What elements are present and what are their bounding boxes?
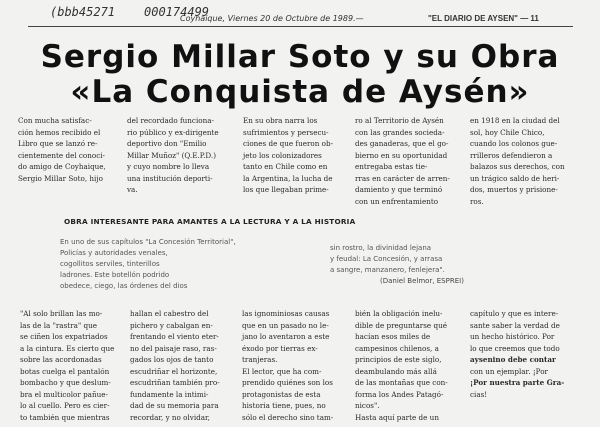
line: Sergio Millar Soto, hijo <box>18 173 103 183</box>
line: jeto los colonizadores <box>243 150 322 160</box>
line: cientemente del conoci- <box>18 150 105 160</box>
line: los que llegaban prime- <box>243 185 329 194</box>
line: cias! <box>470 389 488 399</box>
article-title-line-2: «La Conquista de Aysén» <box>70 74 530 110</box>
section-subheading: OBRA INTERESANTE PARA AMANTES A LA LECTURA Y A LA HISTORIA <box>64 217 356 226</box>
line: rras en carácter de arren- <box>355 173 450 183</box>
line: ción hemos recibido el <box>18 127 101 137</box>
line: las ignominiosas causas <box>242 309 330 318</box>
line: campesinos chilenos, a <box>355 343 439 353</box>
line: balazos sus derechos, con <box>470 162 565 171</box>
top-column-5 <box>470 115 570 207</box>
line: entregaba estas tie- <box>355 162 428 171</box>
line: pichero y cabalgan en- <box>130 320 213 330</box>
line: dible de preguntarse qué <box>355 320 447 330</box>
line: y cuyo nombre lo lleva <box>127 162 210 171</box>
line: deportivo don "Emilio <box>127 139 207 148</box>
top-column-2 <box>127 115 229 196</box>
line: bierno en su oportunidad <box>355 150 448 160</box>
line: recordar, y no olvidar, <box>130 412 210 422</box>
poem-line: sin rostro, la divinidad lejana <box>330 244 432 252</box>
line: Con mucha satisfac- <box>18 116 92 125</box>
line: fundamente la intimi- <box>130 389 209 399</box>
line: las de la "rastra" que <box>20 320 97 330</box>
line: aysenino debe contar <box>470 355 556 364</box>
line: bién la obligación inelu- <box>355 309 443 318</box>
line: capítulo y que es intere- <box>470 309 559 318</box>
line: hacían esos miles de <box>355 332 431 341</box>
line: prendido quiénes son los <box>242 378 333 387</box>
line: bra el multicolor pañue- <box>20 389 108 399</box>
line: ros. <box>470 196 484 206</box>
line: una institución deporti- <box>127 173 213 183</box>
line: sufrimientos y persecu- <box>243 127 329 137</box>
line: En su obra narra los <box>243 116 318 125</box>
line: gados los ojos de tanto <box>130 355 214 364</box>
line: dos, muertos y prisione- <box>470 185 558 194</box>
line: rrilleros defendieron a <box>470 150 553 160</box>
line: "Al solo brillan las mo- <box>20 309 103 318</box>
bottom-column-2 <box>130 308 230 423</box>
line: Hasta aquí parte de un <box>355 412 439 422</box>
line: protagonistas de esta <box>242 389 321 399</box>
bottom-column-5 <box>470 308 570 400</box>
poem-attribution: (Daniel Belmor, ESPREI) <box>380 277 464 285</box>
bottom-column-3 <box>242 308 342 423</box>
poem-line: Policías y autoridades venales, <box>60 249 168 257</box>
line: lo al cuello. Pero es cier- <box>20 401 110 410</box>
line: hallan el cabestro del <box>130 309 209 318</box>
poem-line: a sangre, manzanero, fenlejera". <box>330 266 445 274</box>
bottom-column-4 <box>355 308 455 423</box>
line: damiento y que terminó <box>355 185 443 194</box>
line: bombacho y que deslum- <box>20 378 111 387</box>
top-column-1 <box>18 115 115 184</box>
line: dad de su memoria para <box>130 401 219 410</box>
line: se ciñen los expatriados <box>20 332 108 341</box>
line: con las grandes socieda- <box>355 127 445 137</box>
line: no del paisaje raso, ras- <box>130 343 217 353</box>
line: tranjeras. <box>242 355 278 364</box>
poem-excerpt-right <box>330 243 530 276</box>
article-title-line-1: Sergio Millar Soto y su Obra <box>40 39 560 75</box>
line: sante saber la verdad de <box>470 320 560 330</box>
poem-line: obedece, ciego, las órdenes del dios <box>60 282 188 290</box>
line: tanto en Chile como en <box>243 162 328 171</box>
line: con un ejemplar. ¡Por <box>470 366 548 376</box>
line: El lector, que ha com- <box>242 366 322 376</box>
line: nicos". <box>355 401 380 410</box>
newspaper-name: "EL DIARIO DE AYSEN" — 11 <box>428 14 539 23</box>
line: principios de este siglo, <box>355 355 442 364</box>
line: en 1918 en la ciudad del <box>470 116 560 125</box>
line: botas cuelga el pantalón <box>20 366 110 376</box>
handwritten-archive-number: 000174499 <box>144 5 210 19</box>
poem-line: y feudal: La Concesión, y arrasa <box>330 255 443 263</box>
line: Millar Muñoz" (Q.E.P.D.) <box>127 150 216 160</box>
poem-excerpt-left <box>60 237 300 292</box>
line: historia tiene, pues, no <box>242 401 326 410</box>
poem-line: ladrones. Este botellón podrido <box>60 271 170 279</box>
line: sobre las acordonadas <box>20 355 102 364</box>
line: que en un pasado no le- <box>242 320 329 330</box>
line: ¡Por nuestra parte Gra- <box>470 378 565 387</box>
header-rule <box>28 26 573 27</box>
line: a la cintura. Es cierto que <box>20 343 115 353</box>
line: un trágico saldo de heri- <box>470 173 560 183</box>
line: des ganaderas, que el go- <box>355 139 449 148</box>
bottom-column-1 <box>20 308 120 423</box>
line: do amigo de Coyhaique, <box>18 162 106 171</box>
line: éxodo por tierras ex- <box>242 343 318 353</box>
line: sólo el derecho sino tam- <box>242 412 334 422</box>
line: un hecho histórico. Por <box>470 332 555 341</box>
line: to también que mientras <box>20 412 110 422</box>
line: frentando el viento eter- <box>130 332 219 341</box>
top-column-3 <box>243 115 343 196</box>
line: ro al Territorio de Aysén <box>355 116 444 125</box>
line: forma los Andes Patagó- <box>355 389 444 399</box>
line: sol, hoy Chile Chico, <box>470 127 545 137</box>
top-column-4 <box>355 115 455 207</box>
line: va. <box>127 185 138 194</box>
line: rio público y ex-dirigente <box>127 127 219 137</box>
line: jano lo aventaron a este <box>242 332 330 341</box>
line: con un enfrentamiento <box>355 196 439 206</box>
line: del recordado funciona- <box>127 116 214 125</box>
line: lo que creemos que todo <box>470 343 560 353</box>
line: escudriñan también pro- <box>130 378 220 387</box>
line: ciones de que fueron ob- <box>243 139 333 148</box>
poem-line: cogollitos serviles, tinterillos <box>60 260 160 268</box>
line: de las montañas que con- <box>355 378 448 387</box>
line: Libro que se lanzó re- <box>18 139 98 148</box>
line: deambulando más allá <box>355 366 437 376</box>
poem-line: En uno de sus capítulos "La Concesión Territorial", <box>60 238 236 246</box>
handwritten-archive-id: (bbb45271 <box>50 5 116 19</box>
line: escudriñar el horizonte, <box>130 366 218 376</box>
dateline: Coyhaique, Viernes 20 de Octubre de 1989.— <box>180 14 364 23</box>
line: cuando los colonos gue- <box>470 139 558 148</box>
line: la Argentina, la lucha de <box>243 173 333 183</box>
